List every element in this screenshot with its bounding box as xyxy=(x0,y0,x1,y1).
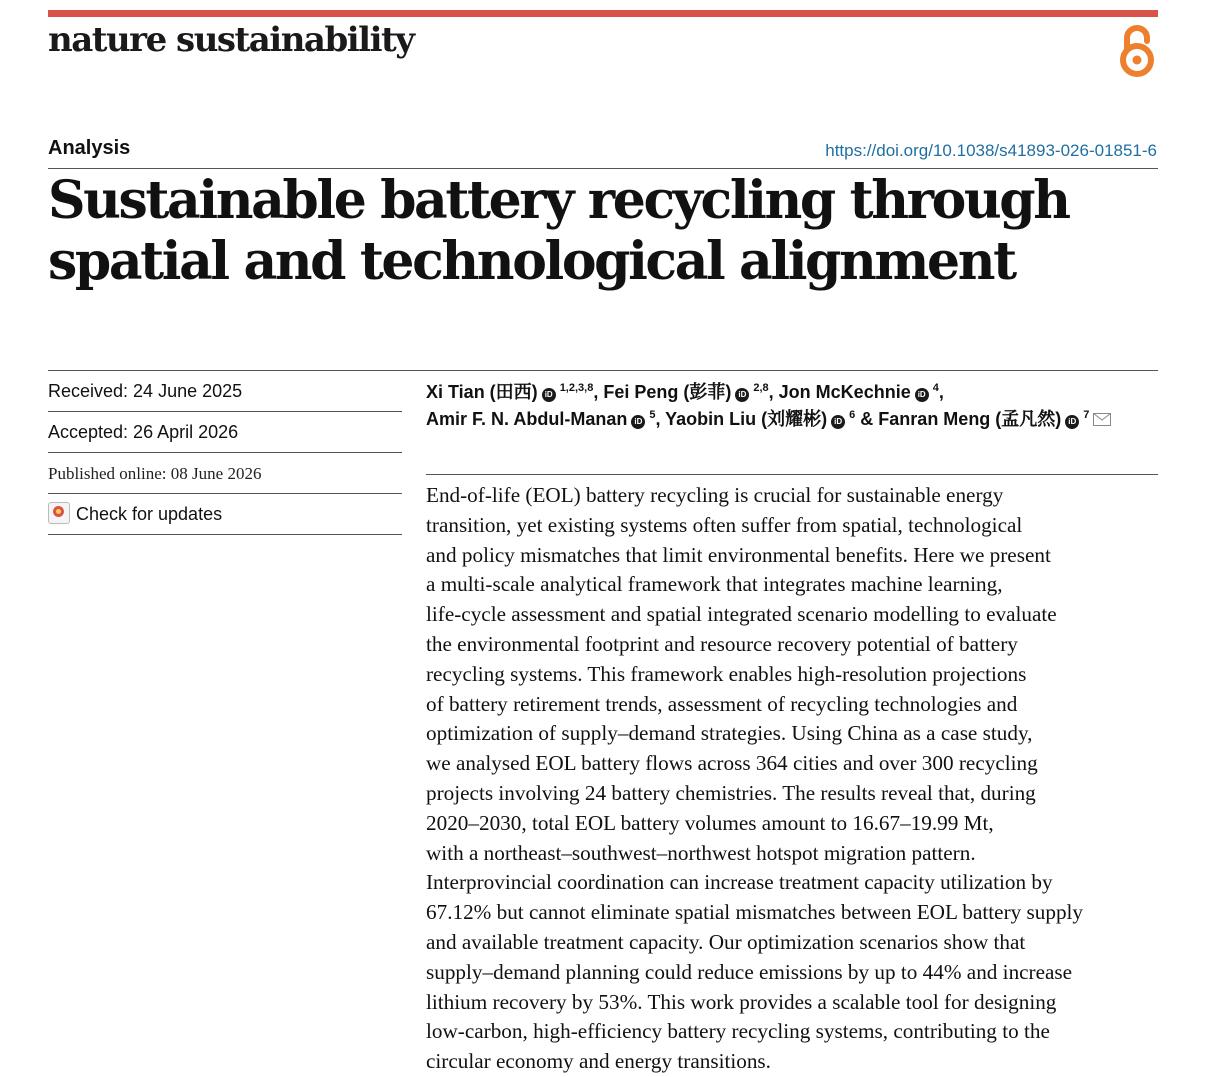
affiliation-numbers[interactable]: 6 xyxy=(849,409,856,421)
title-line: Sustainable battery recycling through xyxy=(48,170,1069,231)
abstract-line: 67.12% but cannot eliminate spatial mismatches between EOL battery supply xyxy=(426,900,1084,925)
abstract-line: and policy mismatches that limit environmental benefits. Here we present xyxy=(426,542,1051,567)
check-updates-icon xyxy=(48,502,70,524)
article-type: Analysis xyxy=(48,137,131,159)
abstract-line: and available treatment capacity. Our optimization scenarios show that xyxy=(426,929,1026,954)
abstract-line: life-cycle assessment and spatial integrated scenario modelling to evaluate xyxy=(426,602,1057,627)
author-separator: , xyxy=(593,382,604,402)
abstract-line: circular economy and energy transitions. xyxy=(426,1049,771,1074)
doi-link[interactable]: https://doi.org/10.1038/s41893-026-01851-6 xyxy=(825,141,1157,160)
journal-name: nature sustainability xyxy=(48,20,414,60)
orcid-icon[interactable]: iD xyxy=(735,388,749,402)
abstract-line: a multi-scale analytical framework that integrates machine learning, xyxy=(426,572,1003,597)
article-title xyxy=(48,170,1158,292)
published-date: Published online: 08 June 2026 xyxy=(48,453,402,494)
abstract-line: transition, yet existing systems often suffer from spatial, technological xyxy=(426,512,1023,537)
accepted-date: Accepted: 26 April 2026 xyxy=(48,412,402,453)
author-separator: , xyxy=(768,382,779,402)
author-list xyxy=(426,379,1166,433)
check-updates-label: Check for updates xyxy=(76,504,223,524)
article-history xyxy=(48,371,402,535)
orcid-icon[interactable]: iD xyxy=(631,415,645,429)
author-name[interactable]: Fei Peng (彭菲) xyxy=(603,382,732,402)
abstract-line: 2020–2030, total EOL battery volumes amount to 16.67–19.99 Mt, xyxy=(426,810,994,835)
abstract-line: projects involving 24 battery chemistries. The results reveal that, during xyxy=(426,780,1036,805)
author-separator: & xyxy=(855,409,879,429)
abstract-line: End-of-life (EOL) battery recycling is crucial for sustainable energy xyxy=(426,483,1004,507)
affiliation-numbers[interactable]: 4 xyxy=(932,382,939,394)
abstract-line: recycling systems. This framework enables high-resolution projections xyxy=(426,661,1027,686)
email-envelope-icon[interactable] xyxy=(1093,413,1111,426)
abstract-line: the environmental footprint and resource recovery potential of battery xyxy=(426,631,1018,656)
orcid-icon[interactable]: iD xyxy=(542,388,556,402)
header-divider xyxy=(48,168,1158,169)
abstract-divider xyxy=(426,474,1158,475)
author-separator: , xyxy=(655,409,666,429)
orcid-icon[interactable]: iD xyxy=(1065,415,1079,429)
abstract-line: low-carbon, high-efficiency battery recycling systems, contributing to the xyxy=(426,1019,1050,1044)
orcid-icon[interactable]: iD xyxy=(831,415,845,429)
abstract-line: lithium recovery by 53%. This work provides a scalable tool for designing xyxy=(426,989,1057,1014)
abstract-line: Interprovincial coordination can increase treatment capacity utilization by xyxy=(426,870,1053,895)
affiliation-numbers[interactable]: 1,2,3,8 xyxy=(559,382,594,394)
affiliation-numbers[interactable]: 5 xyxy=(649,409,656,421)
abstract-line: with a northeast–southwest–northwest hotspot migration pattern. xyxy=(426,840,976,865)
open-access-lock-icon[interactable] xyxy=(1118,25,1156,79)
author-name[interactable]: Yaobin Liu (刘耀彬) xyxy=(665,409,828,429)
journal-accent-bar xyxy=(48,10,1158,17)
check-for-updates-button[interactable] xyxy=(48,494,402,535)
title-line: spatial and technological alignment xyxy=(48,231,1015,292)
author-name[interactable]: Jon McKechnie xyxy=(778,382,911,402)
abstract-line: of battery retirement trends, assessment of recycling technologies and xyxy=(426,691,1018,716)
affiliation-numbers[interactable]: 2,8 xyxy=(753,382,769,394)
orcid-icon[interactable]: iD xyxy=(915,388,929,402)
affiliation-numbers[interactable]: 7 xyxy=(1083,409,1090,421)
author-name[interactable]: Fanran Meng (孟凡然) xyxy=(878,409,1062,429)
received-date: Received: 24 June 2025 xyxy=(48,371,402,412)
abstract-line: supply–demand planning could reduce emissions by up to 44% and increase xyxy=(426,959,1073,984)
abstract-line: optimization of supply–demand strategies. Using China as a case study, xyxy=(426,721,1033,746)
author-separator: , xyxy=(938,382,944,402)
abstract-line: we analysed EOL battery flows across 364 cities and over 300 recycling xyxy=(426,751,1038,776)
author-name[interactable]: Xi Tian (田西) xyxy=(426,382,538,402)
abstract xyxy=(426,481,1161,1077)
author-name[interactable]: Amir F. N. Abdul-Manan xyxy=(426,409,628,429)
